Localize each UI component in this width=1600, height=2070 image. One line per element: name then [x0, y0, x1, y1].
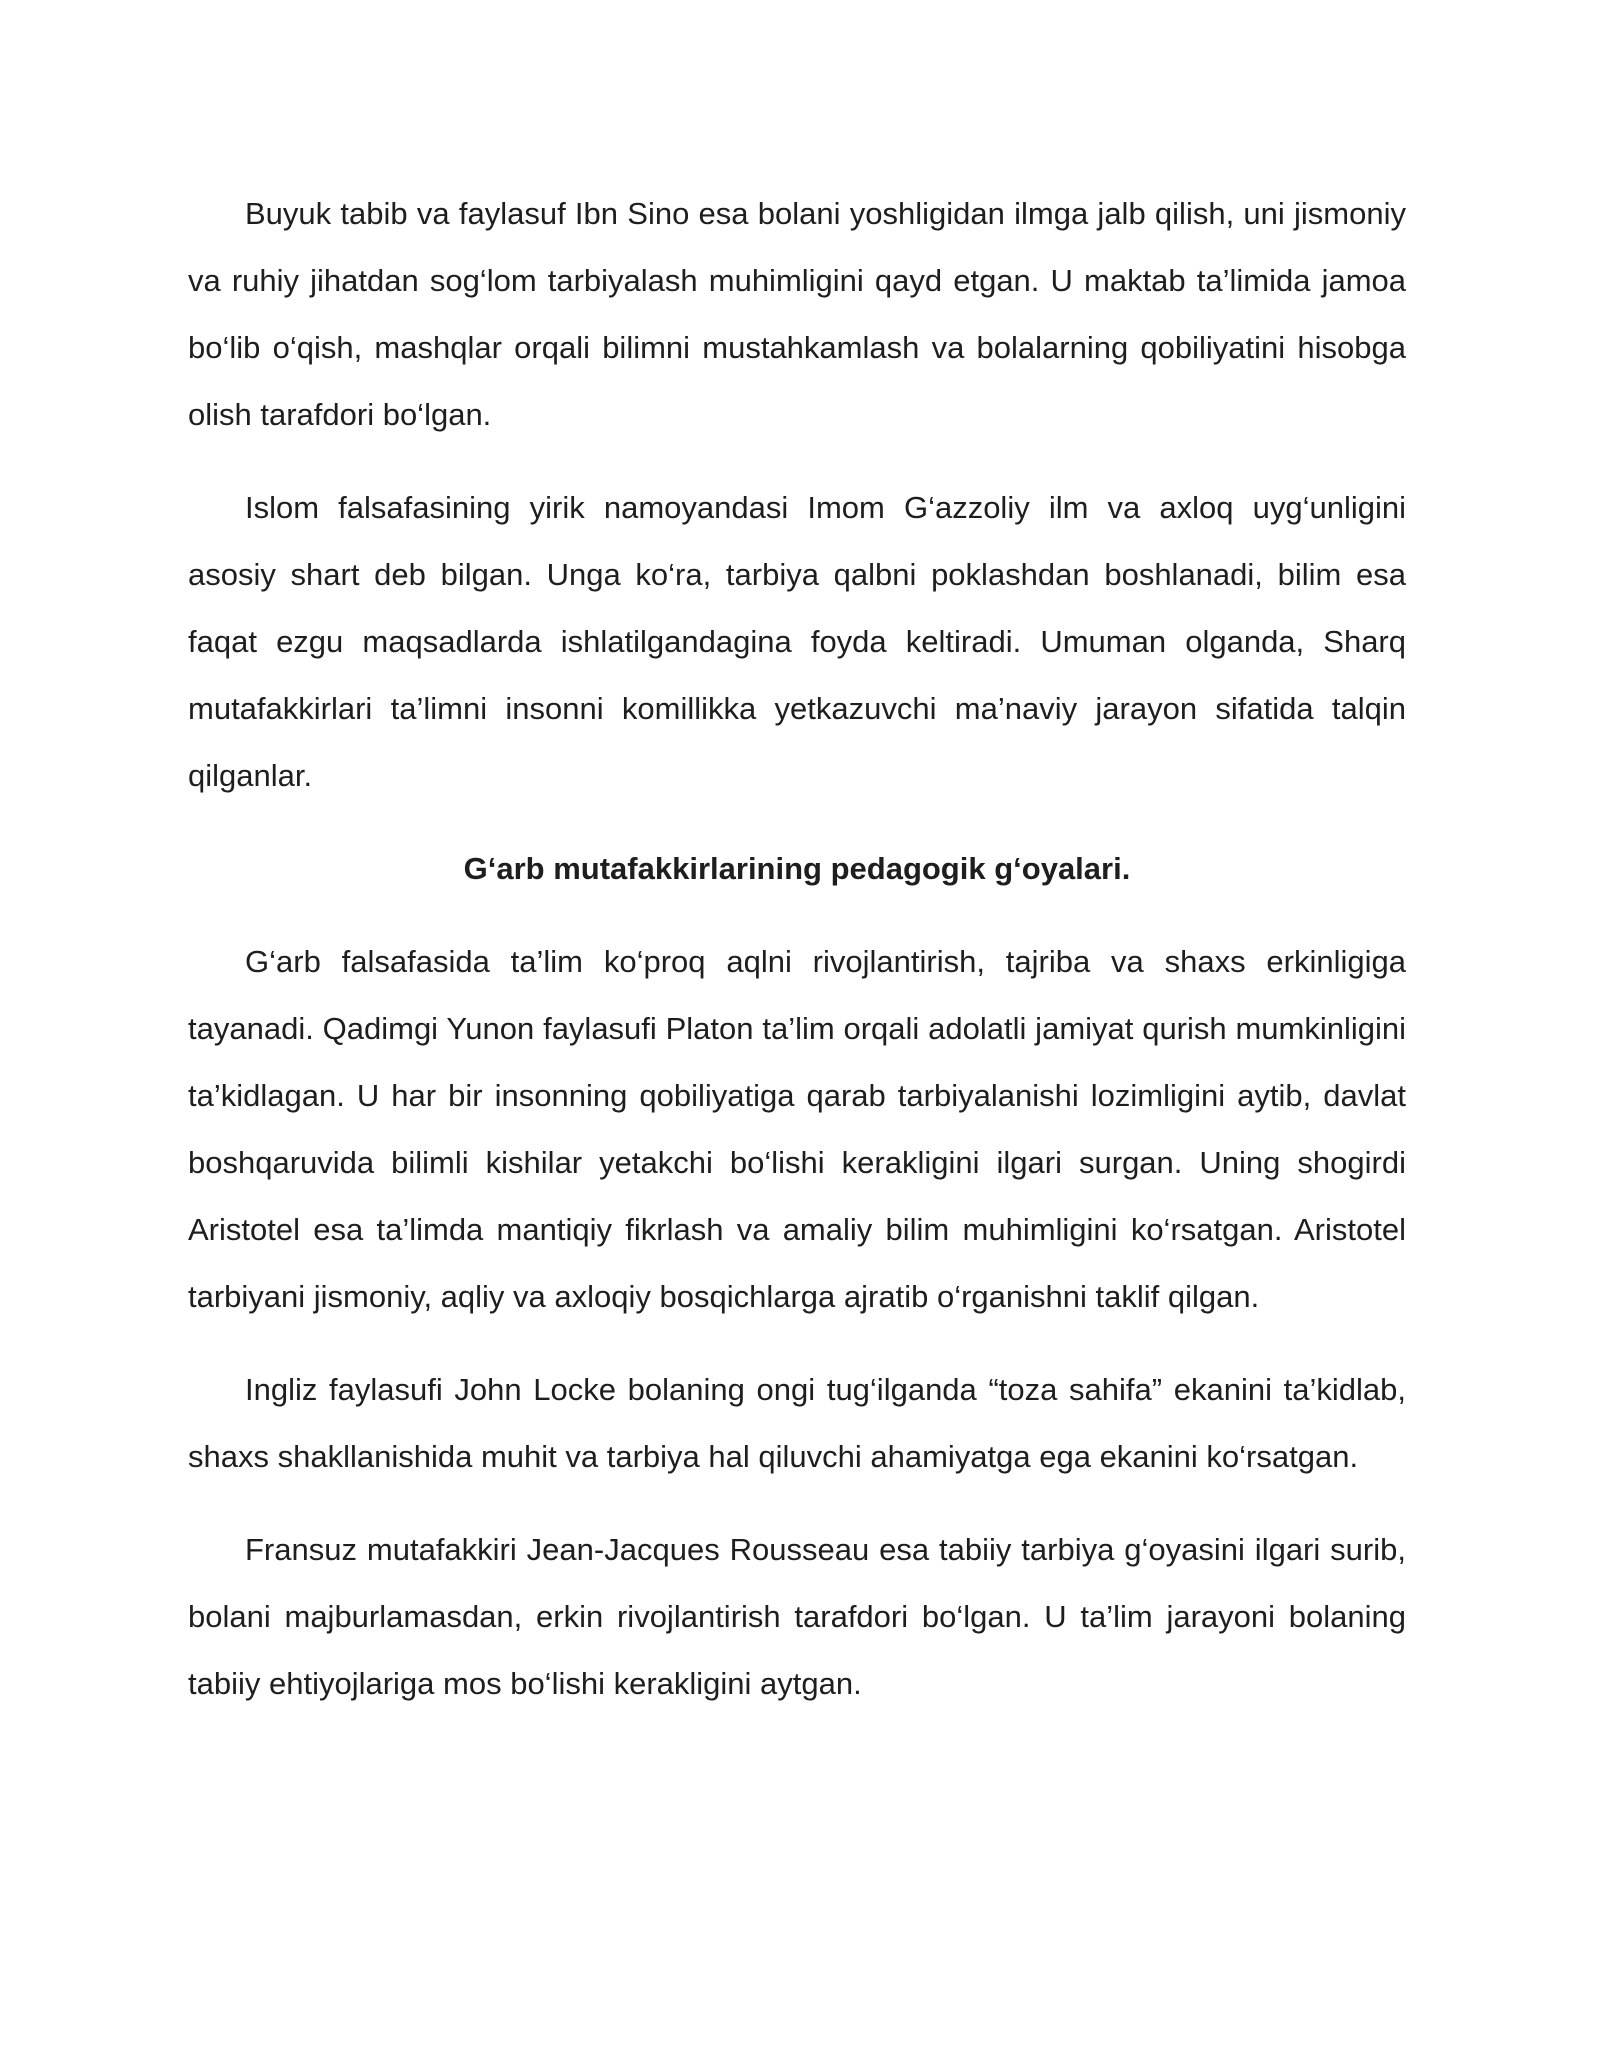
- paragraph-john-locke: Ingliz faylasufi John Locke bolaning ongi tug‘ilganda “toza sahifa” ekanini ta’kidlab, shaxs shakllanishida muhit va tarbiya hal qiluvchi ahamiyatga ega ekanini ko‘rsatgan.: [188, 1372, 1406, 1474]
- section-heading: G‘arb mutafakkirlarining pedagogik g‘oyalari.: [463, 851, 1131, 886]
- paragraph-rousseau: Fransuz mutafakkiri Jean-Jacques Rousseau esa tabiiy tarbiya g‘oyasini ilgari surib, bolani majburlamasdan, erkin rivojlantirish tarafdori bo‘lgan. U ta’lim jarayoni bolaning tabiiy ehtiyojlariga mos bo‘lishi kerakligini aytgan.: [188, 1532, 1406, 1701]
- document-page: [188, 180, 1406, 1743]
- paragraph-gazzoliy: Islom falsafasining yirik namoyandasi Imom G‘azzoliy ilm va axloq uyg‘unligini asosiy shart deb bilgan. Unga ko‘ra, tarbiya qalbni poklashdan boshlanadi, bilim esa faqat ezgu maqsadlarda ishlatilgandagina foyda keltiradi. Umuman olganda, Sharq mutafakkirlari ta’limni insonni komillikka yetkazuvchi ma’naviy jarayon sifatida talqin qilganlar.: [188, 490, 1406, 793]
- paragraph-ibn-sino: Buyuk tabib va faylasuf Ibn Sino esa bolani yoshligidan ilmga jalb qilish, uni jismoniy va ruhiy jihatdan sog‘lom tarbiyalash muhimligini qayd etgan. U maktab ta’limida jamoa bo‘lib o‘qish, mashqlar orqali bilimni mustahkamlash va bolalarning qobiliyatini hisobga olish tarafdori bo‘lgan.: [188, 196, 1406, 432]
- paragraph-western-philosophy: G‘arb falsafasida ta’lim ko‘proq aqlni rivojlantirish, tajriba va shaxs erkinligiga tayanadi. Qadimgi Yunon faylasufi Platon ta’lim orqali adolatli jamiyat qurish mumkinligini ta’kidlagan. U har bir insonning qobiliyatiga qarab tarbiyalanishi lozimligini aytib, davlat boshqaruvida bilimli kishilar yetakchi bo‘lishi kerakligini ilgari surgan. Uning shogirdi Aristotel esa ta’limda mantiqiy fikrlash va amaliy bilim muhimligini ko‘rsatgan. Aristotel tarbiyani jismoniy, aqliy va axloqiy bosqichlarga ajratib o‘rganishni taklif qilgan.: [188, 944, 1406, 1314]
